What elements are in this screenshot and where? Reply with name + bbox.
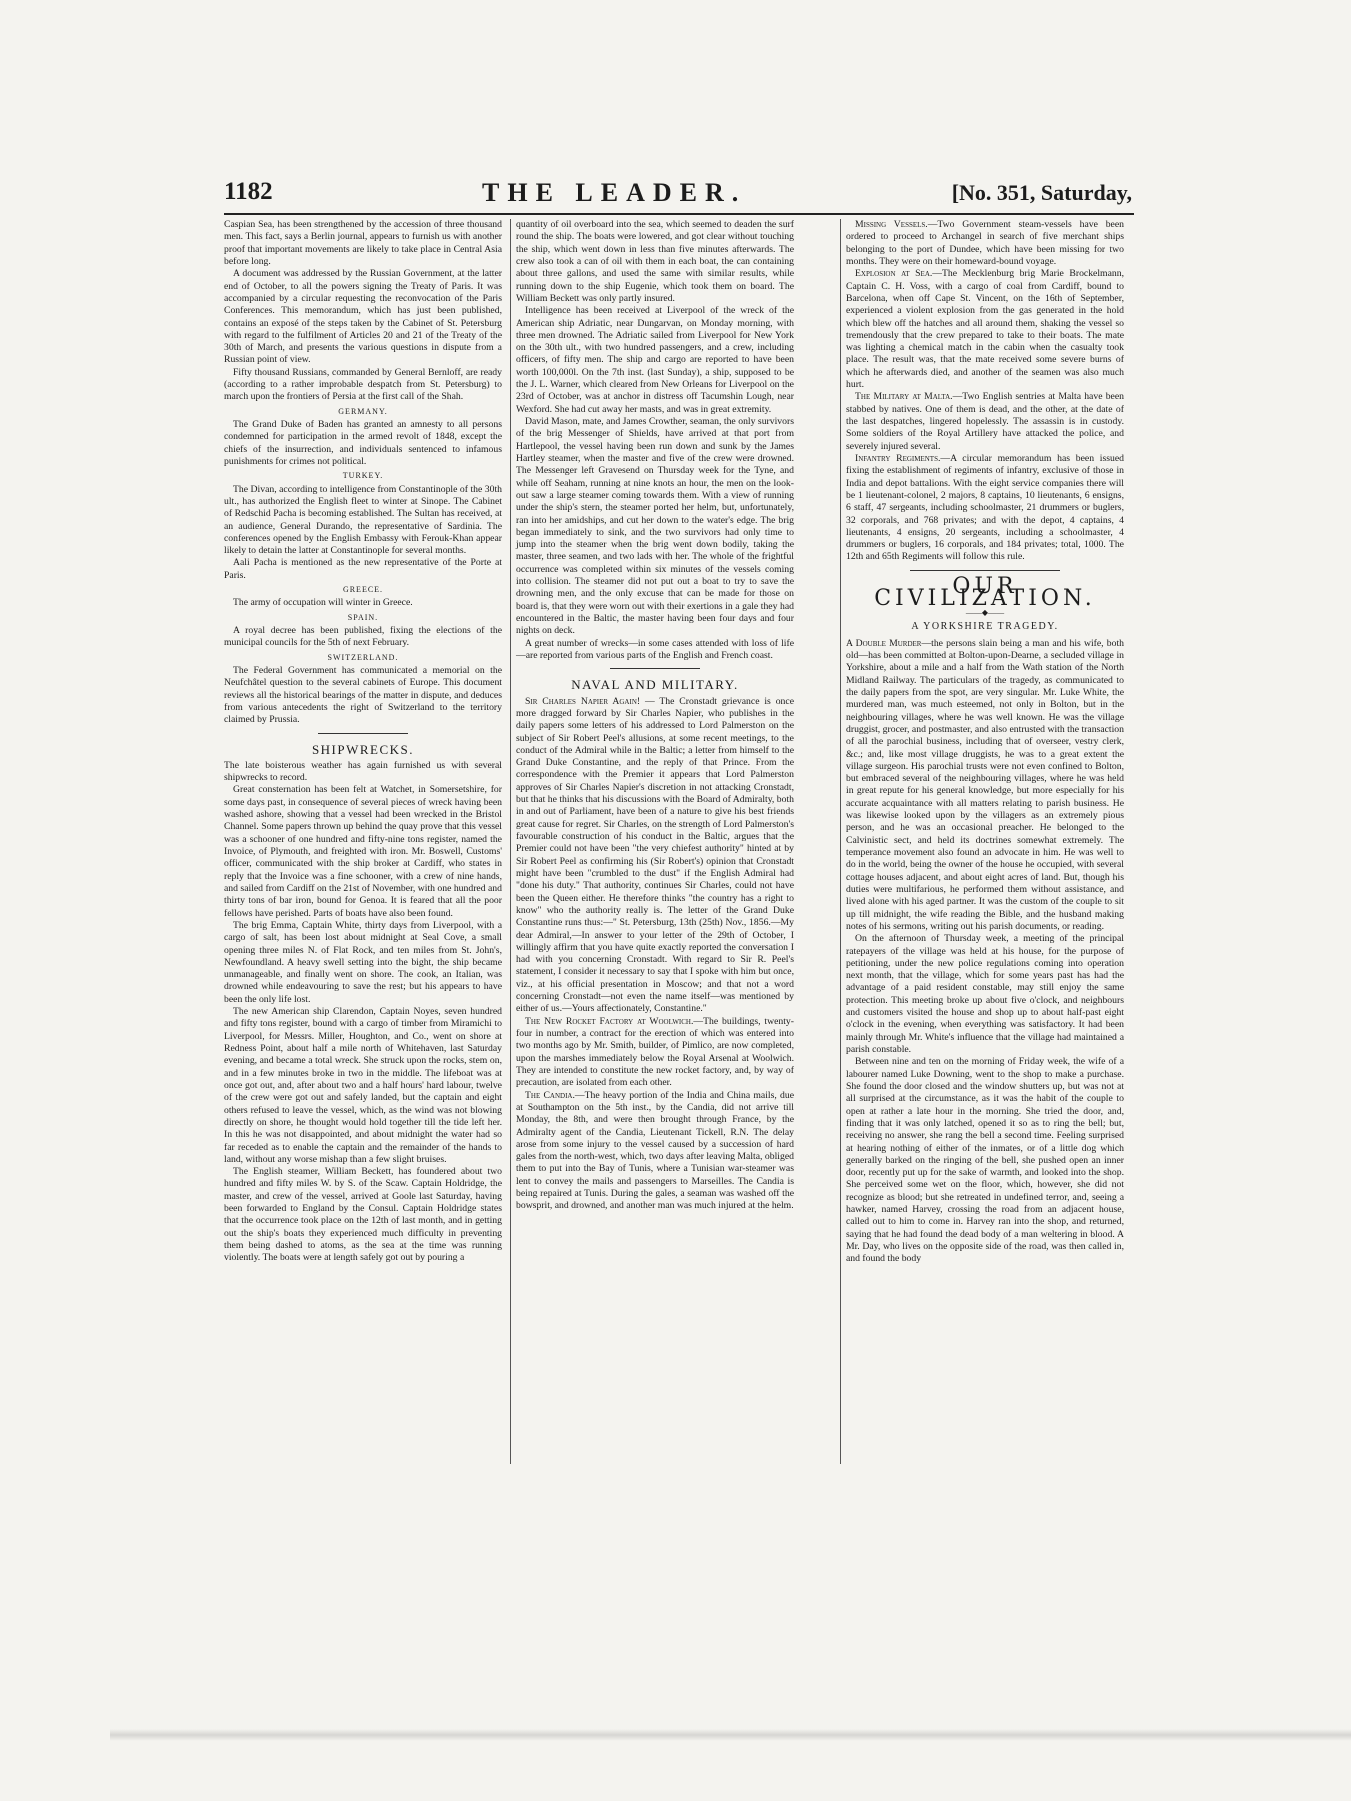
header-rule bbox=[224, 213, 1134, 215]
item-lead: Infantry Regiments. bbox=[855, 452, 941, 464]
masthead-title: THE LEADER. bbox=[482, 178, 747, 207]
article-paragraph bbox=[516, 1090, 794, 1213]
item-text: —A circular memorandum has been issued fixing the establishment of regiments of infantry, exclusive of those in India and depot battalions. With the eight service companies there will be 1 lieutenant-colonel, 2 majors, 8 captains, 10 lieutenants, 6 ensigns, 6 staff, 47 sergeants, including schoolmaster, 21 drummers or buglers, 32 corporals, and 768 privates; and with the depot, 4 captains, 4 lieutenants, 4 ensigns, 20 sergeants, including a schoolmaster, 4 drummers or buglers, 16 corporals, and 184 privates; total, 1000. The 12th and 65th Regiments will follow this rule. bbox=[846, 452, 1125, 563]
article-paragraph: The English steamer, William Beckett, has foundered about two hundred and fifty miles W. by S. of the Scaw. Captain Holdridge, the master, and crew of the vessel, arrived at Goole last Saturday, having been forwarded to England by the Consul. Captain Holdridge states that the occurrence took place on the 12th of last month, and in getting out the ship's boats they experienced much difficulty in preventing them being dashed to atoms, as the sea at the time was running violently. The boats were at length safely got out by pouring a bbox=[224, 1166, 502, 1264]
section-rule bbox=[910, 570, 1060, 571]
item-text: —the persons slain being a man and his wife, both old—has been committed at Bolton-upon-Dearne, a secluded village in Yorkshire, about a mile and a half from the Wath station of the North Midland Railway. The particulars of the tragedy, as communicated to the daily papers from the spot, are very singular. Mr. Luke White, the murdered man, was much esteemed, not only in Bolton, but in the neighbouring villages, where he was well known. He was the village druggist, grocer, and postmaster, and also entrusted with the transaction of all the parochial business, including that of overseer, vestry clerk, &c.; and, like most village druggists, he was to a great extent the village surgeon. His parochial trusts were not even confined to Bolton, but embraced several of the neighbouring villages, where he was held in great repute for his general knowledge, but more especially for his accurate acquaintance with all matters relating to parish business. He was likewise looked upon by the villagers as an extremely pious person, and he was an occasional preacher. He belonged to the Calvinistic sect, and held its doctrines somewhat extremely. The temperance movement also found an advocate in him. He was well to do in the world, being the owner of the house he occupied, with several cottage houses adjacent, and about eight acres of land. But, though his duties were multifarious, he performed them without assistance, and lived alone with his aged partner. It was the custom of the couple to sit up till midnight, the wife reading the Bible, and the husband making notes of his sermons, writing out his parish documents, or reading. bbox=[846, 637, 1124, 932]
item-lead: The Candia. bbox=[525, 1089, 575, 1101]
page-number: 1182 bbox=[224, 178, 273, 205]
item-lead: Explosion at Sea. bbox=[855, 268, 933, 280]
article-paragraph bbox=[846, 638, 1124, 934]
item-lead: The Military at Malta. bbox=[855, 391, 953, 403]
issue-label: [No. 351, Saturday, bbox=[951, 180, 1132, 205]
item-text: —Two English sentries at Malta have been stabbed by natives. One of them is dead, and the other, at the date of the last despatches, lingered hopelessly. The assassin is in custody. Some soldiers of the Royal Artillery have attacked the police, and severely injured several. bbox=[846, 391, 1125, 452]
column-2 bbox=[516, 219, 794, 1213]
article-paragraph: Intelligence has been received at Liverpool of the wreck of the American ship Adriatic, near Dungarvan, on Monday morning, with three men drowned. The Adriatic sailed from Liverpool for New York on the 30th ult., with two hundred passengers, and a crew, including officers, of fifty men. The ship and cargo are reported to have been worth 100,000l. On the 7th inst. (last Sunday), a ship, supposed to be the J. L. Warner, which cleared from New Orleans for Liverpool on the 23rd of October, was at anchor in distress off Tacumshin Lough, near Wexford. She had cut away her masts, and was in great extremity. bbox=[516, 305, 794, 415]
article-paragraph: David Mason, mate, and James Crowther, seaman, the only survivors of the brig Messenger of Shields, have arrived at that port from Hartlepool, the vessel having been run down and sunk by the James Hartley steamer, when the master and five of the crew were drowned. The Messenger left Gravesend on Thursday week for the Tyne, and while off Seaham, running at nine knots an hour, the men on the look-out saw a large steamer coming towards them. With a view of running under the ship's stern, the steamer ported her helm, but, unfortunately, ran into her amidships, and cut her down to the water's edge. The brig began immediately to sink, and the two survivors had only time to jump into the steamer when the brig went down bodily, taking the master, three seamen, and two lads with her. The whole of the frightful occurrence was completed within six minutes of the vessels coming into collision. The steamer did not put out a boat to try to save the drowning men, and the only excuse that can be made for those on board is, that they were worn out with their exertions in a gale they had encountered in the Baltic, the master having been four days and four nights on deck. bbox=[516, 416, 794, 637]
item-lead: The New Rocket Factory at Woolwich. bbox=[525, 1015, 694, 1027]
item-text: —Two Government steam-vessels have been ordered to proceed to Archangel in search of five merchant ships belonging to the port of Dundee, which have been missing for two months. They were on their homeward-bound voyage. bbox=[846, 219, 1124, 267]
article-paragraph: On the afternoon of Thursday week, a meeting of the principal ratepayers of the village was held at his house, for the purpose of petitioning, under the new police regulations coming into operation next month, that the village, which for some years past has had the advantage of a paid resident constable, may still enjoy the same protection. This meeting broke up about five o'clock, and neighbours and customers visited the house and shop up to about half-past eight o'clock in the evening, when everything was satisfactory. It had been mainly through Mr. White's influence that the village had maintained a parish constable. bbox=[846, 933, 1124, 1055]
page-header bbox=[224, 178, 1132, 212]
section-subheading: SWITZERLAND. bbox=[327, 652, 399, 662]
item-lead: Sir Charles Napier Again! bbox=[525, 695, 641, 707]
column-1 bbox=[224, 219, 502, 1265]
article-paragraph bbox=[846, 219, 1124, 268]
column-3 bbox=[846, 219, 1124, 1266]
article-paragraph bbox=[516, 1016, 794, 1090]
article-paragraph bbox=[846, 453, 1124, 564]
article-paragraph bbox=[846, 268, 1124, 391]
article-paragraph bbox=[846, 391, 1124, 453]
section-subheading: GREECE. bbox=[342, 585, 384, 595]
column-divider bbox=[510, 219, 511, 1464]
item-lead: Missing Vessels. bbox=[855, 219, 928, 230]
column-divider bbox=[840, 219, 841, 1464]
article-paragraph: quantity of oil overboard into the sea, which seemed to deaden the surf round the ship. The boats were lowered, and got clear without touching the ship, which went down in less than five minutes afterwards. The crew also took a can of oil with them in each boat, the can containing about three gallons, and used the same with similar results, while running down to the ship Eugenie, which took them on board. The William Beckett was only partly insured. bbox=[516, 219, 794, 304]
article-paragraph: Caspian Sea, has been strengthened by the accession of three thousand men. This fact, says a Berlin journal, appears to furnish us with another proof that important movements are likely to take place in Central Asia before long. bbox=[224, 219, 502, 267]
article-paragraph: A great number of wrecks—in some cases attended with loss of life—are reported from various parts of the English and French coast. bbox=[516, 637, 794, 661]
article-paragraph: The Divan, according to intelligence from Constantinople of the 30th ult., has authorized the English fleet to winter at Sinope. The Cabinet of Redschid Pacha is becoming established. The Sultan has received, at an audience, General Durando, the representative of Sardinia. The conferences opened by the English Embassy with Ferouk-Khan appear likely to detain the latter at Constantinople for several months. bbox=[224, 483, 502, 557]
article-paragraph: Fifty thousand Russians, commanded by General Bernloff, are ready (according to a rather improbable despatch from St. Petersburg) to march upon the frontiers of Persia at the first call of the Shah. bbox=[224, 366, 502, 403]
article-paragraph: The Federal Government has communicated a memorial on the Neufchâtel question to the several cabinets of Europe. This document reviews all the historical bearings of the matter in dispute, and deduces from various antecedents the right of Switzerland to the territory claimed by Prussia. bbox=[224, 664, 502, 726]
ornament-rule: ——◆—— bbox=[965, 608, 1005, 618]
article-paragraph: Great consternation has been felt at Watchet, in Somersetshire, for some days past, in consequence of several pieces of wreck having been washed ashore, showing that a vessel had been wrecked in the Bristol Channel. Some papers thrown up behind the quay prove that this vessel was a schooner of one hundred and fifty-nine tons register, named the Invoice, of Plymouth, and freighted with iron. Mr. Boswell, Customs' officer, communicated with the ship broker at Cardiff, who states in reply that the Invoice was a fine schooner, with a crew of nine hands, and sailed from Cardiff on the 21st of November, with one hundred and thirty tons of bar iron, bound for Genoa. It is feared that all the poor fellows have perished. Parts of boats have also been found. bbox=[224, 784, 502, 919]
article-paragraph bbox=[516, 696, 794, 1016]
item-text: —The buildings, twenty-four in number, a contract for the erection of which was entered into two months ago by Mr. Smith, builder, of Pimlico, are now completed, upon the marshes immediately below the Royal Arsenal at Woolwich. They are intended to constitute the new rocket factory, and, by way of precaution, are isolated from each other. bbox=[516, 1015, 794, 1089]
article-paragraph: The brig Emma, Captain White, thirty days from Liverpool, with a cargo of salt, has been lost about midnight at Seal Cove, a small opening three miles N. of Flat Rock, and ten miles from St. John's, Newfoundland. A heavy swell setting into the bight, the ship became unmanageable, and finally went on shore. The cook, an Italian, was drowned while endeavouring to save the rest; but his appears to have been the only life lost. bbox=[224, 919, 502, 1005]
item-lead: A Double Murder bbox=[846, 637, 922, 649]
article-paragraph: The new American ship Clarendon, Captain Noyes, seven hundred and fifty tons register, bound with a cargo of timber from Miramichi to Liverpool, for Messrs. Miller, Houghton, and Co., went on shore at Redness Point, about half a mile north of Whitehaven, last Saturday evening, and became a total wreck. She struck upon the rocks, stem on, and in a few minutes broke in two in the middle. The lifeboat was at once got out, and, after about two and a half hours' hard labour, twelve of the crew were got out and safely landed, but the captain and eight others refused to leave the vessel, which, as the wind was not blowing directly on shore, he thought would hold together till the tide left her. In this he was not disappointed, and about midnight the water had so far receded as to enable the captain and the remainder of the hands to land, without any worse mishap than a few slight bruises. bbox=[224, 1006, 502, 1165]
section-rule bbox=[318, 733, 408, 734]
article-paragraph: The late boisterous weather has again furnished us with several shipwrecks to record. bbox=[224, 759, 502, 784]
section-heading: SHIPWRECKS. bbox=[311, 741, 415, 757]
article-paragraph: A royal decree has been published, fixing the elections of the municipal councils for the 5th of next February. bbox=[224, 625, 502, 649]
article-heading: A YORKSHIRE TRAGEDY. bbox=[911, 621, 1059, 633]
item-text: — The Cronstadt grievance is once more dragged forward by Sir Charles Napier, who publishes in the daily papers some letters of his addressed to Lord Palmerston on the subject of Sir Robert Peel's allusions, at some recent meetings, to the conduct of the Admiral while in the Baltic; a letter from himself to the Grand Duke Constantine, and the reply of that Prince. From the correspondence with the Premier it appears that Lord Palmerston approves of Sir Charles Napier's discretion in not attacking Cronstadt, but that he thinks that his discussions with the Board of Admiralty, both in and out of Parliament, have been of a nature to give his best friends great cause for regret. Sir Charles, on the strength of Lord Palmerston's favourable construction of his conduct in the Baltic, argues that the Premier could not have been "the very chiefest authority" hinted at by Sir Robert Peel as confirming his (Sir Robert's) opinion that Cronstadt might have been "crumbled to the dust" if the English Admiral had "done his duty." That authority, continues Sir Charles, could not have been the Queen either. He therefore thinks "the country has a right to know" who the authority really is. The letter of the Grand Duke Constantine runs thus:—" St. Petersburg, 13th (25th) Nov., 1856.—My dear Admiral,—In answer to your letter of the 29th of October, I willingly affirm that you have quite exactly reported the conversation I had with you concerning Cronstadt. With regard to Sir R. Peel's statement, I consider it necessary to say that I spoke with him but once, viz., at his official presentation in Moscow; and that not a word concerning Cronstadt—not even the name itself—was mentioned by either of us.—Yours affectionately, Constantine." bbox=[516, 695, 794, 1015]
section-subheading: SPAIN. bbox=[347, 612, 379, 622]
section-subheading: GERMANY. bbox=[338, 406, 388, 416]
article-paragraph: Between nine and ten on the morning of Friday week, the wife of a labourer named Luke Downing, went to the shop to make a purchase. She found the door closed and the window shutters up, but was not at all surprised at the circumstance, as it was the habit of the couple to open at rather a late hour in the morning. She tried the door, and, finding that it was only latched, opened it so as to ring the bell; but, receiving no answer, she rang the bell a second time. Feeling surprised at hearing nothing of either of the inmates, or of a little dog which generally barked on the ringing of the bell, she pushed open an inner door, recently put up for the sake of warmth, and looked into the shop. She perceived some wet on the floor, which, however, she did not recognize as blood; but she retreated in undefined terror, and, seeing a hawker, named Harvey, crossing the road from an adjacent house, called out to him to come in. Harvey ran into the shop, and returned, saying that he had found the dead body of a man weltering in blood. A Mr. Day, who lives on the opposite side of the road, was then called in, and found the body bbox=[846, 1056, 1124, 1265]
section-subheading: TURKEY. bbox=[342, 471, 384, 481]
article-paragraph: The Grand Duke of Baden has granted an amnesty to all persons condemned for participation in the armed revolt of 1848, except the chiefs of the insurrection, and individuals sentenced to infamous punishments for crimes not political. bbox=[224, 419, 502, 467]
section-heading: NAVAL AND MILITARY. bbox=[571, 677, 739, 693]
article-paragraph: A document was addressed by the Russian Government, at the latter end of October, to all the powers signing the Treaty of Paris. It was accompanied by a circular requesting the reconvocation of the Paris Conferences. This memorandum, which has just been published, contains an exposé of the steps taken by the Cabinet of St. Petersburg with regard to the fulfilment of Articles 20 and 21 of the Treaty of the 30th of March, and presents the various questions in dispute from a Russian point of view. bbox=[224, 268, 502, 366]
section-heading: OUR CIVILIZATION. bbox=[874, 573, 1096, 612]
section-rule bbox=[610, 668, 700, 669]
item-text: —The heavy portion of the India and China mails, due at Southampton on the 5th inst., by the Candia, did not arrive till Monday, the 8th, and were then brought through France, by the Admiralty agent of the Candia, Lieutenant Tickell, R.N. The delay arose from some injury to the vessel caused by a succession of hard gales from the north-west, which, two days after leaving Malta, obliged them to put into the Bay of Tunis, where a Tunisian war-steamer was lent to convey the mails and passengers to Marseilles. The Candia is being repaired at Tunis. During the gales, a seaman was washed off the bowsprit, and drowned, and another man was much injured at the helm. bbox=[516, 1089, 795, 1212]
item-text: —The Mecklenburg brig Marie Brockelmann, Captain C. H. Voss, with a cargo of coal from Cardiff, bound to Barcelona, when off Cape St. Vincent, on the 16th of September, experienced a violent explosion from the gas generated in the hold which blew off the hatches and all around them, shaking the vessel so tremendously that the crew prepared to take to their boats. The mate was lighting a chemical match in the cabin when the casualty took place. The result was, that the mate received some severe burns of which he afterwards died, and another of the seamen was also much hurt. bbox=[846, 268, 1124, 391]
article-paragraph: Aali Pacha is mentioned as the new representative of the Porte at Paris. bbox=[224, 557, 502, 581]
article-paragraph: The army of occupation will winter in Greece. bbox=[233, 597, 413, 609]
